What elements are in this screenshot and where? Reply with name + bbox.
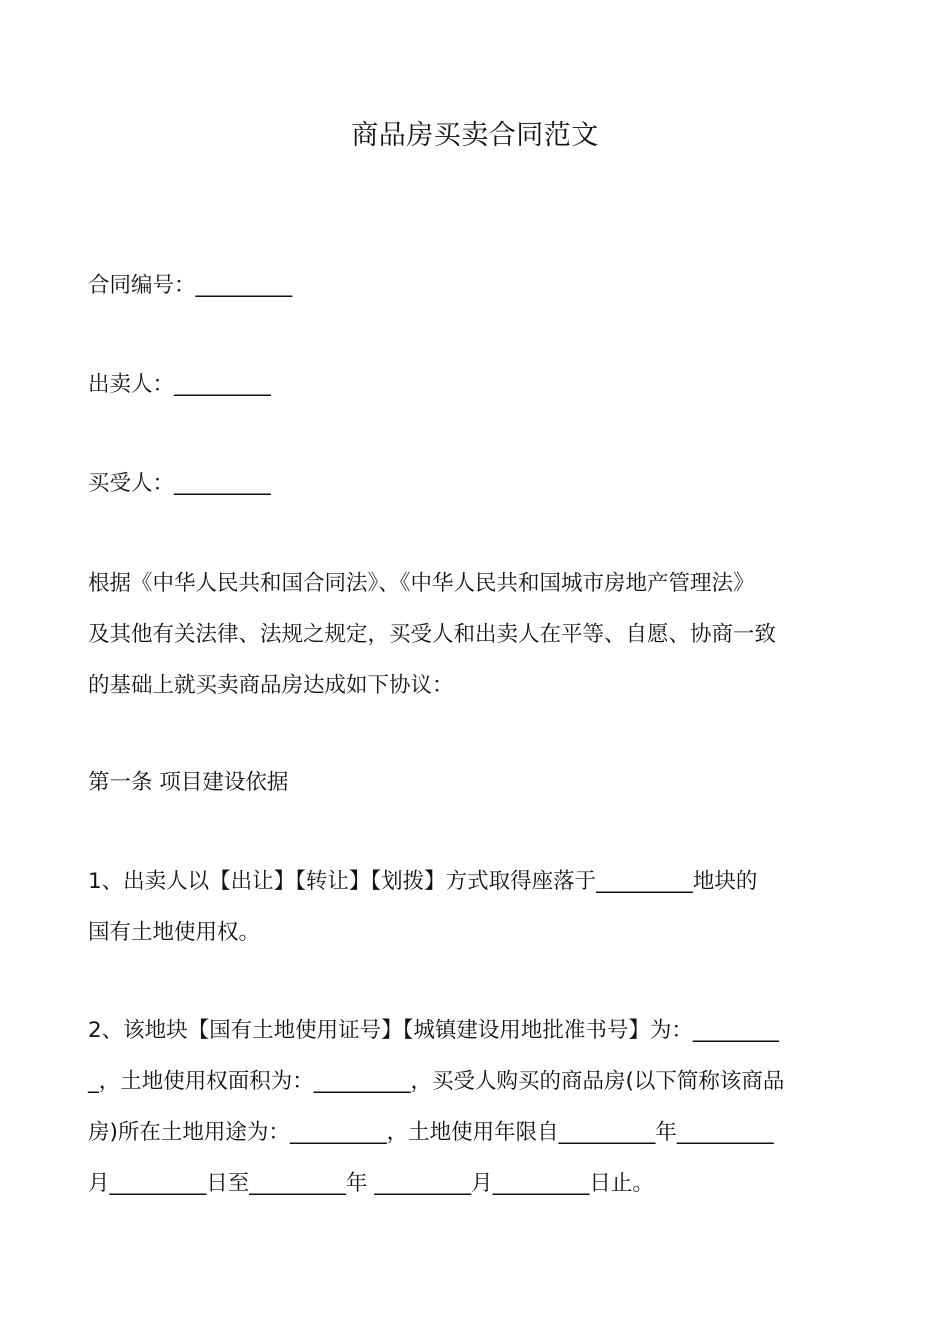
buyer-line: 买受人：_________ [88,471,271,496]
preamble-line: 的基础上就买卖商品房达成如下协议： [88,673,454,698]
seller-line: 出卖人：_________ [88,372,271,397]
contract-number-line: 合同编号：_________ [88,273,293,298]
document-title: 商品房买卖合同范文 [351,120,599,151]
clause-line: 2、该地块【国有土地使用证号】【城镇建设用地批准书号】为：________ [88,1018,779,1043]
clause-line: 1、出卖人以【出让】【转让】【划拨】方式取得座落于_________地块的 [88,869,758,894]
preamble-paragraph [88,558,868,711]
preamble-line: 根据《中华人民共和国合同法》、《中华人民共和国城市房地产管理法》 [88,571,755,596]
clause-2-paragraph [88,1005,868,1209]
clause-line: _，土地使用权面积为：_________，买受人购买的商品房(以下简称该商品 [88,1069,785,1094]
clause-1-paragraph [88,856,868,958]
clause-line: 国有土地使用权。 [88,920,261,945]
clause-line: 月_________日至_________年 _________月_________日止。 [88,1171,654,1196]
article-1-heading: 第一条 项目建设依据 [88,770,289,795]
preamble-line: 及其他有关法律、法规之规定，买受人和出卖人在平等、自愿、协商一致 [88,622,777,647]
clause-line: 房)所在土地用途为：_________，土地使用年限自_________年_________ [88,1120,774,1145]
